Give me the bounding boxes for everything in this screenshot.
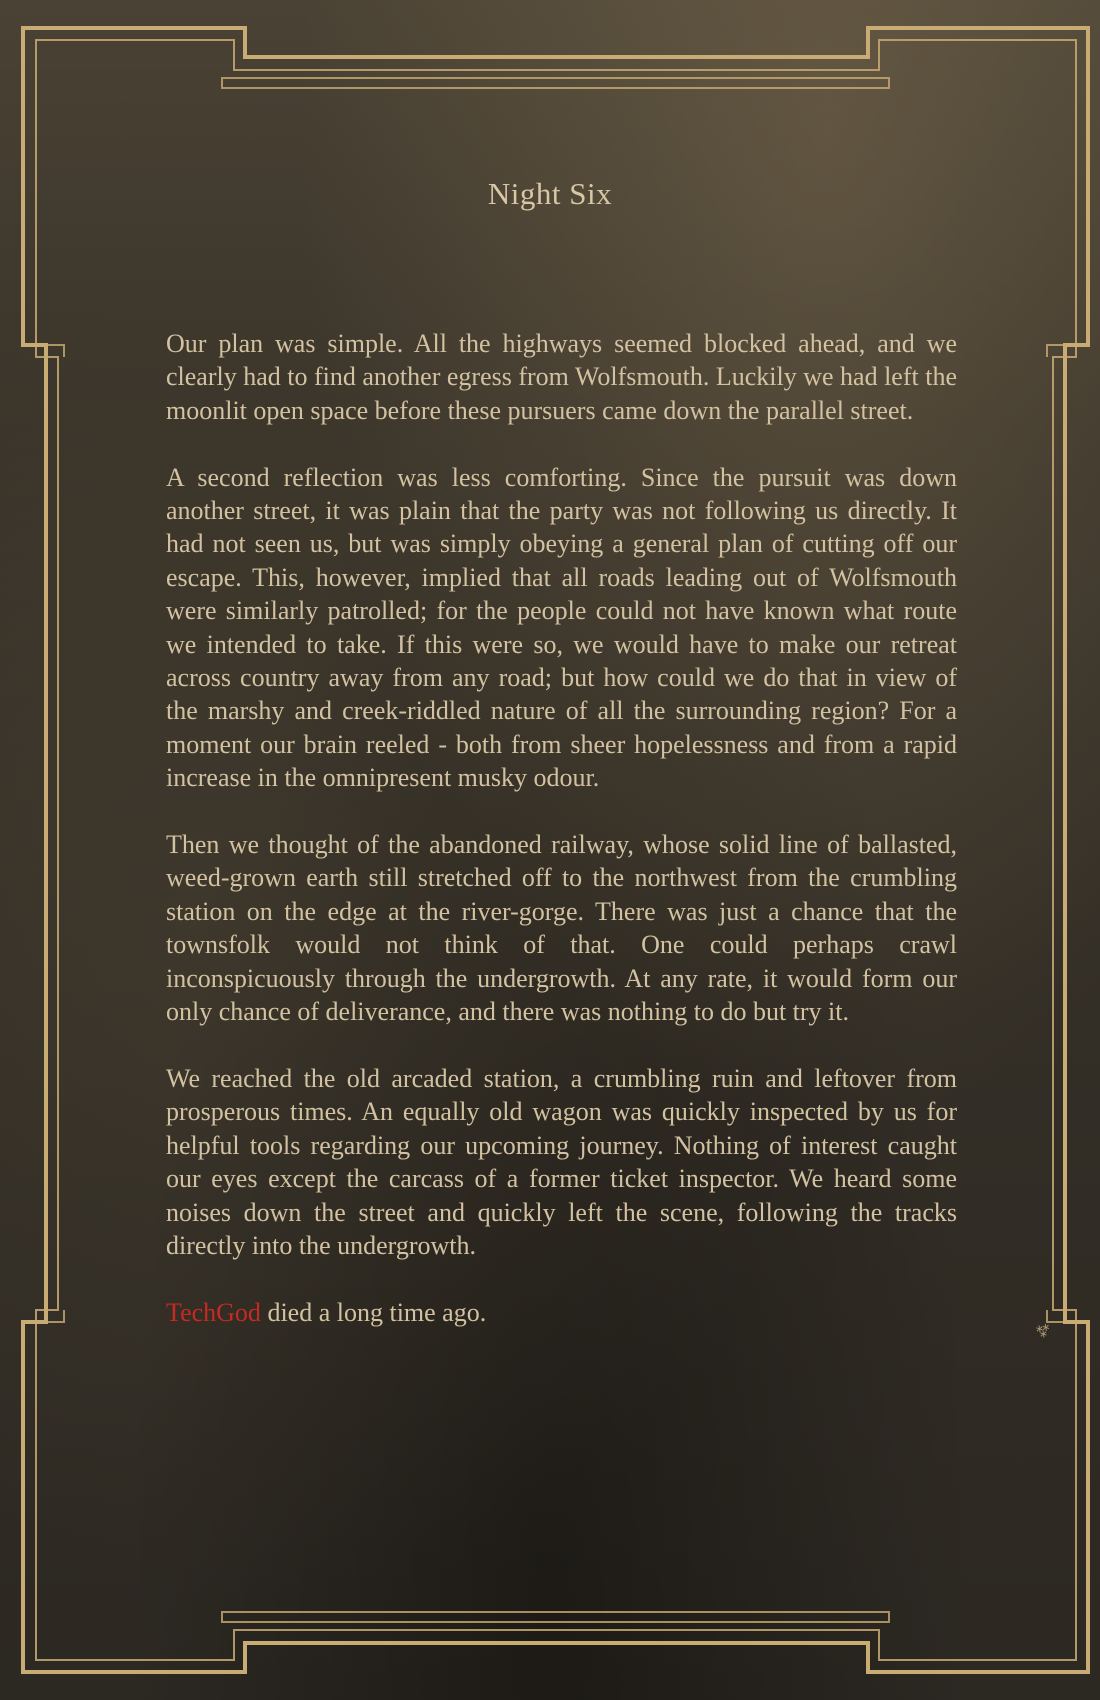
paragraph: We reached the old arcaded station, a crumbling ruin and leftover from prosperous times. An equally old wagon was quickly inspected by us for helpful tools regarding our upcoming journey. Nothing of interest caught our eyes except the carcass of a former ticket inspector. We heard some noises down the street and quickly left the scene, following the tracks directly into the undergrowth. xyxy=(166,1063,957,1260)
top-bar xyxy=(222,78,889,88)
quill-mark-icon: ⁂ xyxy=(1034,1321,1054,1340)
paragraph: Then we thought of the abandoned railway, whose solid line of ballasted, weed-grown earth still stretched off to the northwest from the crumbling station on the edge at the river-gorge. There was just a chance that the townsfolk would not think of that. One could perhaps crawl inconspicuously through the undergrowth. At any rate, it would form our only chance of deliverance, and there was nothing to do but try it. xyxy=(166,830,957,1027)
death-note xyxy=(166,1296,957,1329)
player-name: TechGod xyxy=(166,1297,261,1327)
page-title: Night Six xyxy=(487,176,613,211)
bottom-bar xyxy=(222,1612,889,1622)
story-text xyxy=(166,327,957,1363)
paragraph: Our plan was simple. All the highways seemed blocked ahead, and we clearly had to find another egress from Wolfsmouth. Luckily we had left the moonlit open space before these pursuers came down the parallel street. xyxy=(166,329,957,425)
death-note-text: died a long time ago. xyxy=(260,1297,487,1327)
paragraph: A second reflection was less comforting. Since the pursuit was down another street, it was plain that the party was not following us directly. It had not seen us, but was simply obeying a general plan of cutting off our escape. This, however, implied that all roads leading out of Wolfsmouth were similarly patrolled; for the people could not have known what route we intended to take. If this were so, we would have to make our retreat across country away from any road; but how could we do that in view of the marshy and creek-riddled nature of all the surrounding region? For a moment our brain reeled - both from sheer hopelessness and from a rapid increase in the omnipresent musky odour. xyxy=(166,462,957,793)
